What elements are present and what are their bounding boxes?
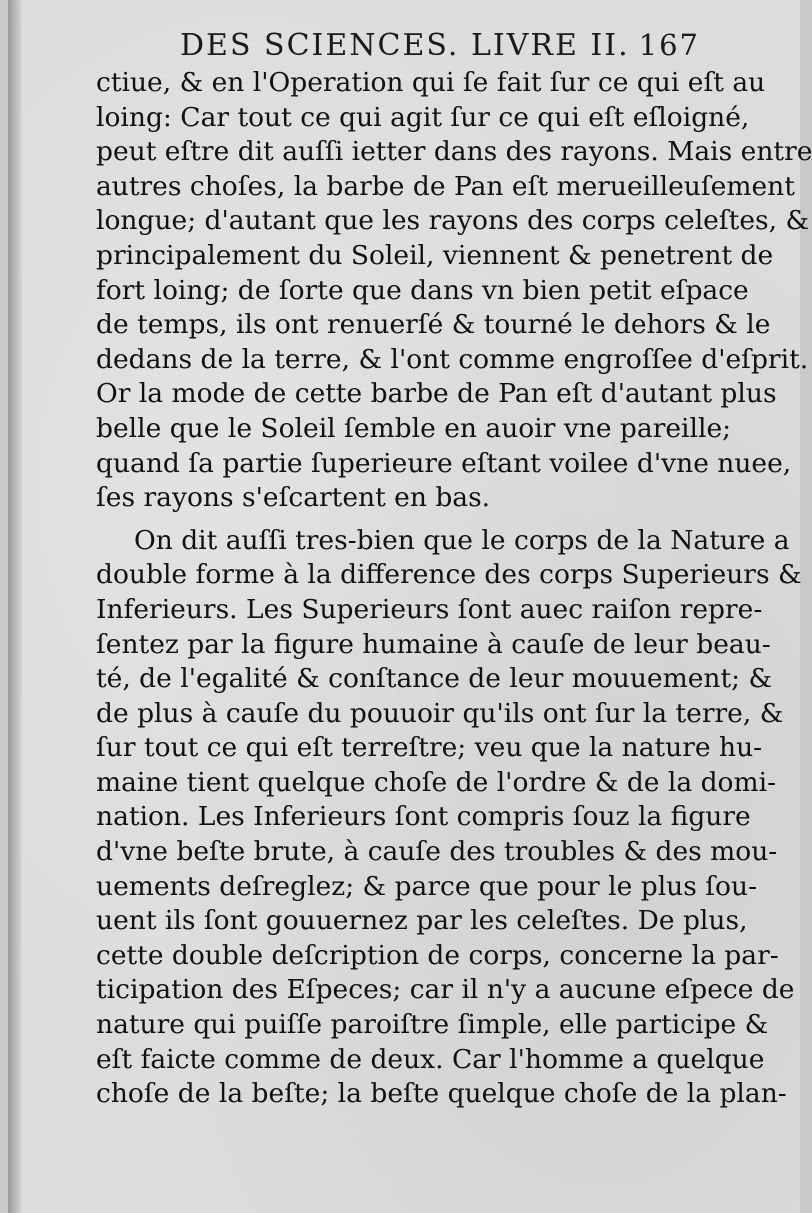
text-line: eſt faicte comme de deux. Car l'homme a quelque bbox=[96, 1043, 765, 1075]
book-page bbox=[8, 0, 812, 1213]
text-line: de plus à cauſe du pouuoir qu'ils ont ſur la terre, & bbox=[96, 697, 784, 729]
text-line: fort loing; de ſorte que dans vn bien petit eſpace bbox=[96, 274, 749, 306]
text-line: uent ils ſont gouuernez par les celeſtes. De plus, bbox=[96, 905, 748, 937]
text-line: ſentez par la figure humaine à cauſe de leur beau- bbox=[96, 628, 771, 660]
text-line: quand ſa partie ſuperieure eſtant voilee d'vne nuee, bbox=[96, 447, 792, 479]
gutter-shadow bbox=[8, 0, 22, 1213]
text-line: dedans de la terre, & l'ont comme engroſſee d'eſprit. bbox=[96, 343, 809, 375]
text-line: ſur tout ce qui eſt terreſtre; veu que la nature hu- bbox=[96, 732, 763, 764]
text-line: ſes rayons s'eſcartent en bas. bbox=[96, 482, 491, 514]
text-line: nature qui puiſſe paroiſtre ſimple, elle participe & bbox=[96, 1009, 769, 1041]
text-line: ticipation des Eſpeces; car il n'y a aucune eſpece de bbox=[96, 974, 795, 1006]
text-line: On dit auſſi tres-bien que le corps de la Nature a bbox=[134, 524, 790, 556]
paragraph-gap bbox=[96, 516, 691, 524]
text-line: uements deſreglez; & parce que pour le plus ſou- bbox=[96, 870, 758, 902]
text-line: loing: Car tout ce qui agit ſur ce qui eſt eſloigné, bbox=[96, 101, 750, 133]
paragraph-1 bbox=[96, 66, 812, 516]
text-line: Inferieurs. Les Superieurs ſont auec raiſon repre- bbox=[96, 593, 763, 625]
text-line: maine tient quelque choſe de l'ordre & de la domi- bbox=[96, 766, 777, 798]
text-line: té, de l'egalité & conſtance de leur mouuement; & bbox=[96, 663, 773, 695]
text-line: longue; d'autant que les rayons des corps celeſtes, & bbox=[96, 205, 810, 237]
text-line: de temps, ils ont renuerſé & tourné le dehors & le bbox=[96, 309, 771, 341]
text-line: peut eſtre dit auſſi ietter dans des rayons. Mais entre bbox=[96, 136, 812, 168]
text-line: autres choſes, la barbe de Pan eſt merueilleuſement bbox=[96, 170, 795, 202]
text-line: belle que le Soleil ſemble en auoir vne pareille; bbox=[96, 412, 732, 444]
text-line: cette double deſcription de corps, concerne la par- bbox=[96, 939, 779, 971]
running-head-title: DES SCIENCES. LIVRE II. bbox=[180, 28, 630, 63]
text-line: nation. Les Inferieurs ſont compris ſouz la figure bbox=[96, 801, 751, 833]
text-line: ctiue, & en l'Operation qui ſe fait ſur ce qui eſt au bbox=[96, 67, 766, 98]
text-block bbox=[96, 66, 812, 1112]
paragraph-2 bbox=[96, 524, 802, 1112]
text-line: principalement du Soleil, viennent & penetrent de bbox=[96, 239, 774, 271]
text-line: double forme à la difference des corps Superieurs & bbox=[96, 559, 802, 591]
text-line: d'vne beſte brute, à cauſe des troubles & des mou- bbox=[96, 836, 778, 868]
text-line: choſe de la beſte; la beſte quelque choſe de la plan- bbox=[96, 1078, 787, 1110]
running-head bbox=[180, 28, 700, 68]
text-line: Or la mode de cette barbe de Pan eſt d'autant plus bbox=[96, 378, 777, 410]
page-number: 167 bbox=[638, 28, 700, 62]
